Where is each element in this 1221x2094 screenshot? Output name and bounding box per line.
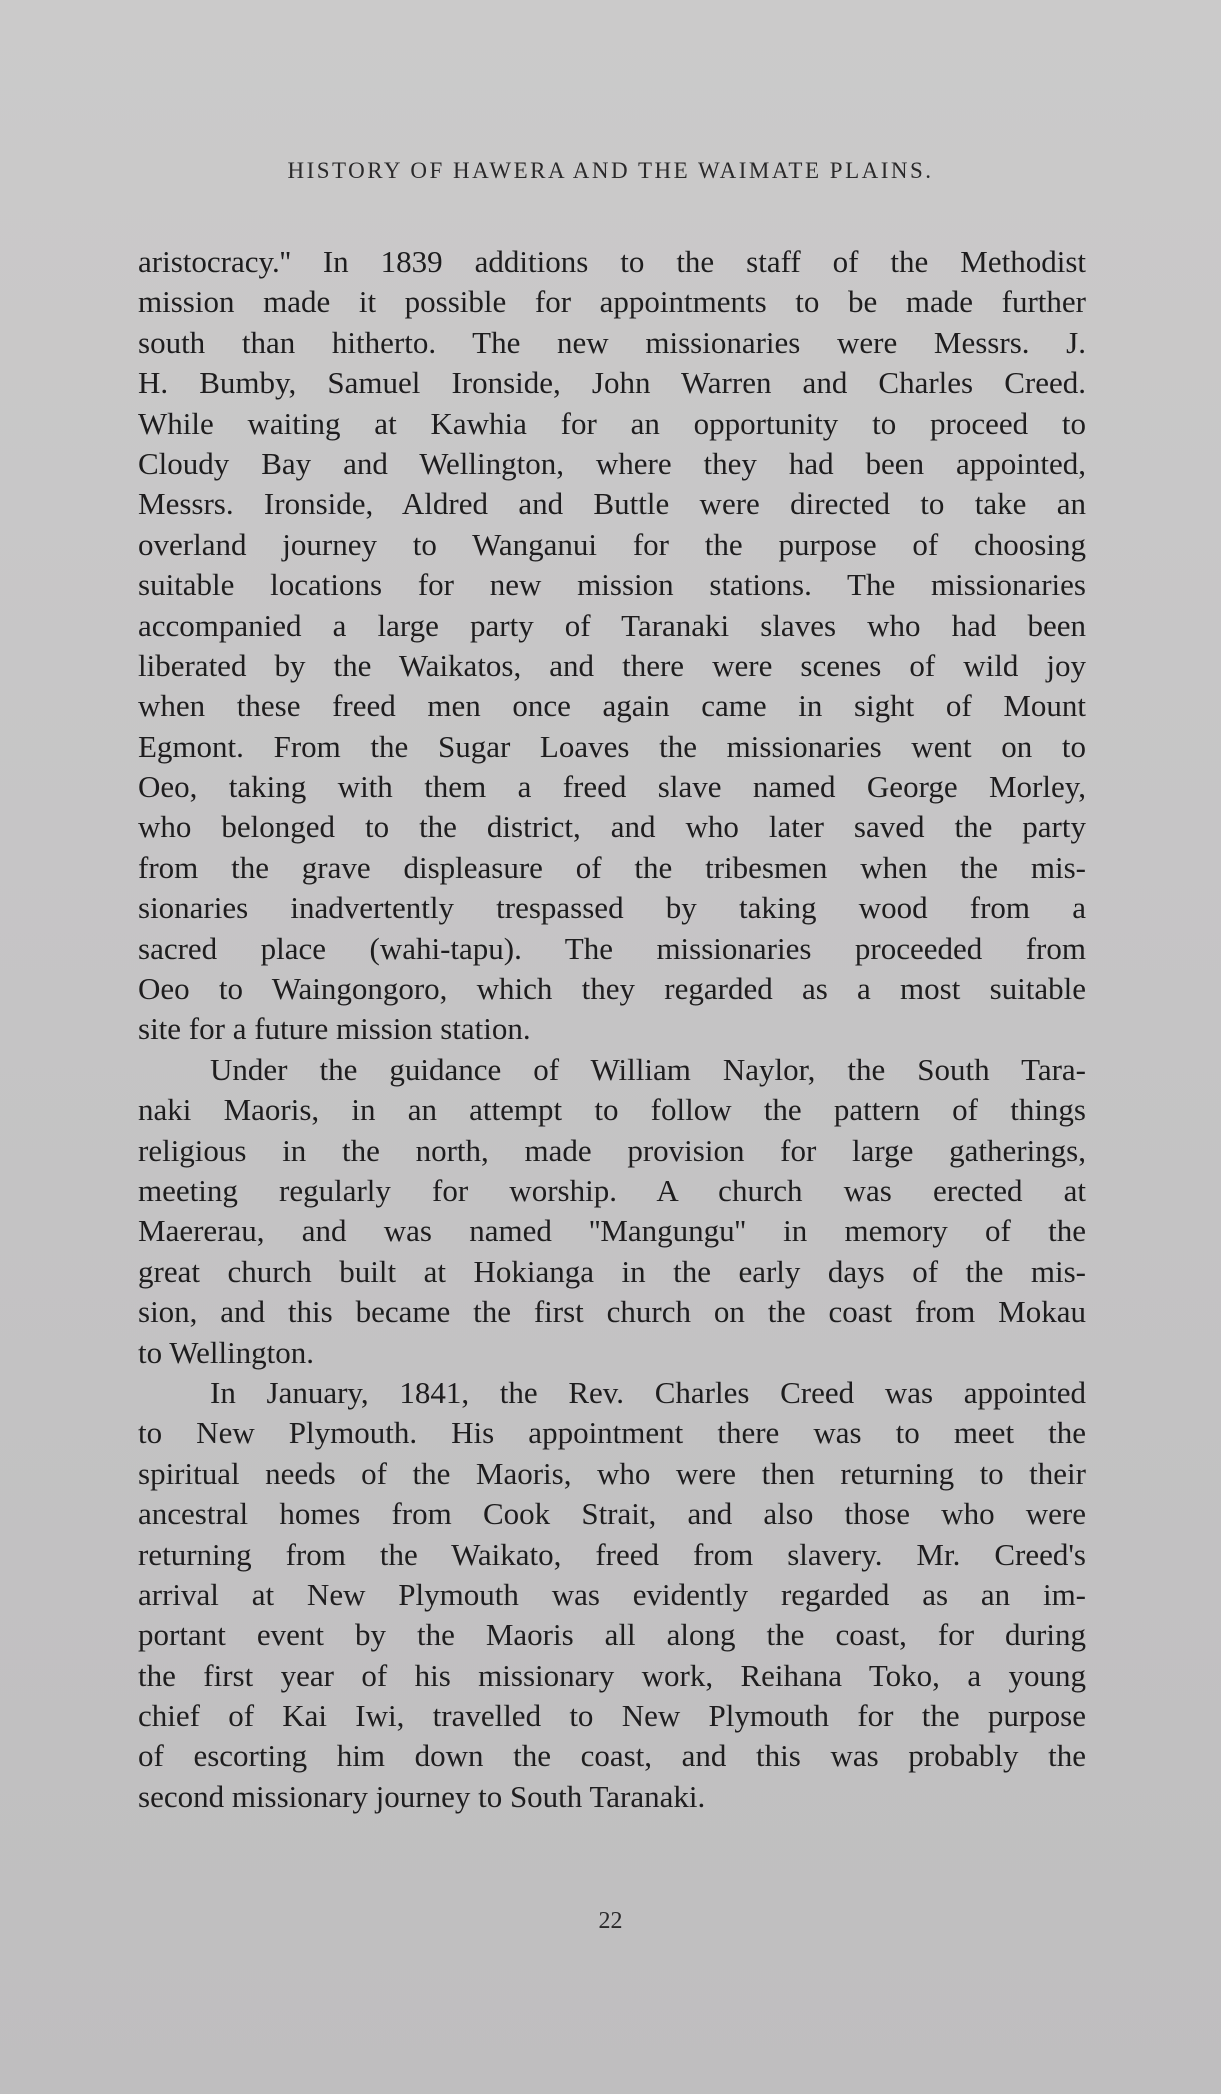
body-text	[138, 242, 1086, 1817]
text-line: second missionary journey to South Taranaki.	[138, 1778, 706, 1814]
running-head: HISTORY OF HAWERA AND THE WAIMATE PLAINS.	[287, 158, 934, 183]
paragraph-1	[138, 242, 1086, 1050]
text-line: from the grave displeasure of the tribesmen when the mis-	[138, 849, 1086, 885]
text-line: Cloudy Bay and Wellington, where they had been appointed,	[138, 445, 1086, 481]
text-line: suitable locations for new mission stations. The missionaries	[138, 567, 1086, 603]
text-line: great church built at Hokianga in the early days of the mis-	[138, 1253, 1086, 1289]
text-line: mission made it possible for appointments to be made further	[138, 284, 1086, 320]
paragraph-2	[138, 1050, 1086, 1373]
text-line: In January, 1841, the Rev. Charles Creed was appointed	[210, 1374, 1086, 1410]
text-line: when these freed men once again came in sight of Mount	[138, 688, 1086, 724]
text-line: sionaries inadvertently trespassed by taking wood from a	[138, 890, 1086, 926]
text-line: Egmont. From the Sugar Loaves the missionaries went on to	[138, 728, 1086, 764]
text-line: to New Plymouth. His appointment there was to meet the	[138, 1415, 1086, 1451]
text-line: chief of Kai Iwi, travelled to New Plymouth for the purpose	[138, 1698, 1086, 1734]
text-line: returning from the Waikato, freed from slavery. Mr. Creed's	[138, 1536, 1086, 1572]
text-line: sacred place (wahi-tapu). The missionaries proceeded from	[138, 930, 1086, 966]
text-line: meeting regularly for worship. A church was erected at	[138, 1172, 1086, 1208]
paragraph-3	[138, 1373, 1086, 1817]
text-line: overland journey to Wanganui for the purpose of choosing	[138, 526, 1086, 562]
text-line: the first year of his missionary work, Reihana Toko, a young	[138, 1657, 1086, 1693]
text-line: aristocracy.'' In 1839 additions to the staff of the Methodist	[138, 244, 1086, 279]
text-line: Maererau, and was named ''Mangungu'' in memory of the	[138, 1213, 1086, 1249]
text-line: Oeo, taking with them a freed slave named George Morley,	[138, 769, 1086, 805]
text-line: who belonged to the district, and who later saved the party	[138, 809, 1086, 845]
text-line: portant event by the Maoris all along the coast, for during	[138, 1617, 1086, 1653]
text-line: ancestral homes from Cook Strait, and also those who were	[138, 1496, 1086, 1532]
text-line: Messrs. Ironside, Aldred and Buttle were directed to take an	[138, 486, 1086, 522]
text-line: Under the guidance of William Naylor, the South Tara-	[210, 1051, 1086, 1087]
page-number: 22	[598, 1908, 623, 1934]
text-line: liberated by the Waikatos, and there were scenes of wild joy	[138, 647, 1086, 683]
text-line: accompanied a large party of Taranaki slaves who had been	[138, 607, 1086, 643]
text-line: While waiting at Kawhia for an opportunity to proceed to	[138, 405, 1086, 441]
text-line: to Wellington.	[138, 1334, 315, 1370]
text-line: site for a future mission station.	[138, 1011, 531, 1047]
text-line: south than hitherto. The new missionaries were Messrs. J.	[138, 324, 1086, 360]
text-line: Oeo to Waingongoro, which they regarded as a most suitable	[138, 971, 1086, 1007]
text-line: sion, and this became the first church on the coast from Mokau	[138, 1294, 1086, 1330]
text-line: of escorting him down the coast, and this was probably the	[138, 1738, 1086, 1774]
text-line: H. Bumby, Samuel Ironside, John Warren and Charles Creed.	[138, 365, 1086, 401]
text-line: spiritual needs of the Maoris, who were then returning to their	[138, 1455, 1086, 1491]
text-line: arrival at New Plymouth was evidently regarded as an im-	[138, 1576, 1086, 1612]
text-line: religious in the north, made provision for large gatherings,	[138, 1132, 1086, 1168]
text-line: naki Maoris, in an attempt to follow the pattern of things	[138, 1092, 1086, 1128]
